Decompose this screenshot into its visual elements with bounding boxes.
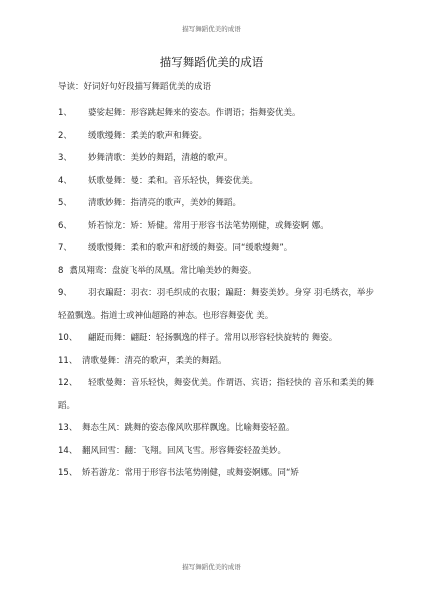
running-header: 描写舞蹈优美的成语	[182, 25, 241, 33]
entry-text: 羽衣蹁跹：羽衣：羽毛织成的衣服；蹁跹：舞姿美妙。身穿 羽毛绣衣，举步轻盈飘逸。指道士或神仙超路的神态。也形容舞姿优 美。	[58, 288, 374, 321]
entry-number: 12、	[58, 378, 78, 388]
idiom-entry-12	[58, 372, 374, 417]
entry-text: 婆娑起舞：形容跳起舞来的姿态。作谓语；指舞姿优美。	[88, 108, 301, 118]
intro-text: 导读：好词好句好段描写舞蹈优美的成语	[58, 82, 212, 92]
idiom-entry-5	[58, 192, 374, 215]
entry-number: 7、	[58, 243, 72, 253]
idiom-entry-4	[58, 170, 374, 193]
entry-number: 5、	[58, 198, 72, 208]
entry-number: 6、	[58, 220, 72, 231]
idiom-entry-8	[58, 260, 374, 283]
entry-text: 翻风回雪：翻：飞翔。回风飞雪。形容舞姿轻盈美妙。	[82, 445, 287, 456]
entry-number: 8	[58, 265, 64, 276]
idiom-list	[58, 102, 374, 485]
idiom-entry-1	[58, 102, 374, 125]
entry-number: 1、	[58, 108, 72, 118]
entry-text: 舞态生风：跳舞的姿态像风吹那样飘逸。比喻舞姿轻盈。	[82, 423, 295, 433]
idiom-entry-2	[58, 125, 374, 148]
entry-text: 妖歌曼舞：曼：柔和。音乐轻快，舞姿优美。	[88, 175, 259, 186]
entry-number: 2、	[58, 130, 72, 141]
idiom-entry-13	[58, 417, 374, 440]
running-footer: 描写舞蹈优美的成语	[182, 563, 241, 571]
entry-number: 4、	[58, 175, 72, 186]
entry-text: 清歌妙舞：指清亮的歌声，美妙的舞蹈。	[88, 198, 242, 208]
entry-text: 缓歌慢舞：柔和的歌声和舒缓的舞姿。同“缓歌缦舞”。	[88, 243, 293, 253]
idiom-entry-3	[58, 147, 374, 170]
entry-number: 11、	[58, 355, 78, 366]
entry-text: 矫若惊龙：矫：矫健。常用于形容书法笔势刚健，或舞姿婀 娜。	[88, 220, 329, 231]
idiom-entry-15	[58, 462, 374, 485]
entry-text: 轻歌曼舞：音乐轻快，舞姿优美。作谓语、宾语；指轻快的 音乐和柔美的舞蹈。	[58, 378, 374, 411]
entry-number: 10、	[58, 333, 78, 343]
document-title: 描写舞蹈优美的成语	[159, 55, 264, 69]
idiom-entry-10	[58, 327, 374, 350]
idiom-entry-6	[58, 215, 374, 238]
entry-text: 缓歌缦舞：柔美的歌声和舞姿。	[88, 130, 208, 141]
idiom-entry-7	[58, 237, 374, 260]
entry-number: 3、	[58, 153, 72, 163]
entry-number: 14、	[58, 445, 78, 456]
entry-text: 矫若游龙：常用于形容书法笔势刚健，或舞姿婀娜。同“矫	[82, 468, 299, 478]
idiom-entry-9	[58, 282, 374, 327]
entry-text: 妙舞清歌：美妙的舞蹈，清越的歌声。	[88, 153, 233, 163]
idiom-entry-11	[58, 350, 374, 373]
entry-text: 清歌曼舞：清亮的歌声，柔美的舞蹈。	[82, 355, 227, 366]
entry-text: 翥凤翔鸾：盘旋飞举的凤凰。常比喻美妙的舞姿。	[69, 265, 257, 276]
entry-text: 翩跹而舞：翩跹：轻扬飘逸的样子。常用以形容轻快旋转的 舞姿。	[88, 333, 338, 343]
entry-number: 15、	[58, 468, 78, 478]
idiom-entry-14	[58, 440, 374, 463]
entry-number: 13、	[58, 423, 78, 433]
entry-number: 9、	[58, 288, 72, 298]
